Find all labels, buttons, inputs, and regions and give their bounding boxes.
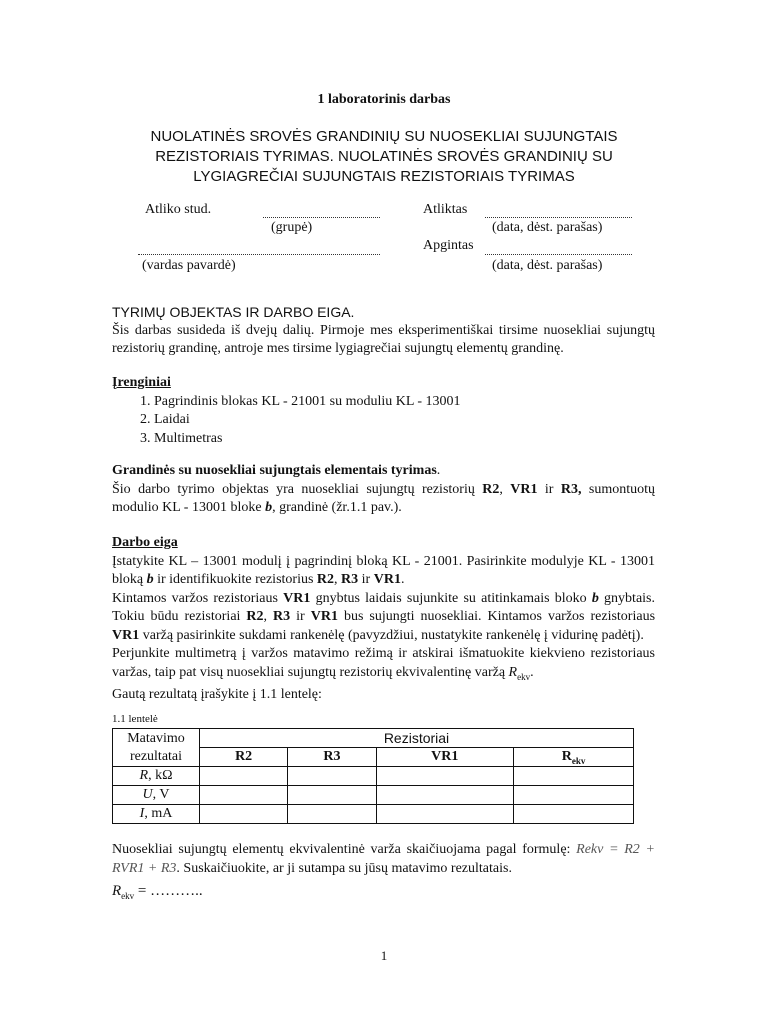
table-cell[interactable]: [288, 767, 376, 786]
document-title: [0, 127, 768, 187]
table-caption: 1.1 lentelė: [112, 713, 158, 725]
equipment-list: [112, 393, 655, 449]
title-line-2: REZISTORIAIS TYRIMAS. NUOLATINĖS SROVĖS GRANDINIŲ SU: [155, 148, 613, 165]
equipment-heading: Įrenginiai: [112, 375, 171, 390]
formula-equation: Rekv = R2 + RVR1 + R3: [112, 842, 655, 876]
equipment-item: 2. Laidai: [154, 411, 655, 430]
defended-label: Apgintas: [423, 238, 474, 253]
table-cell[interactable]: [514, 805, 634, 824]
name-line: [138, 254, 380, 255]
series-heading-line: Grandinės su nuosekliai sujungtais elementais tyrimas.: [112, 463, 441, 478]
table-row: [113, 786, 634, 805]
col-rekv: $R_{ekv}$: [514, 748, 634, 767]
row-label: U, V: [113, 786, 200, 805]
series-heading: Grandinės su nuosekliai sujungtais elementais tyrimas: [112, 463, 437, 478]
col-vr1: VR1: [376, 748, 514, 767]
table-head-resistors: Rezistoriai: [200, 729, 634, 748]
title-line-1: NUOLATINĖS SROVĖS GRANDINIŲ SU NUOSEKLIAI SUJUNGTAIS: [150, 128, 618, 145]
group-label: (grupė): [271, 220, 313, 235]
equipment-item: 1. Pagrindinis blokas KL - 21001 su moduliu KL - 13001: [154, 393, 655, 412]
student-label: Atliko stud.: [145, 202, 212, 217]
lab-number-title: 1 laboratorinis darbas: [317, 92, 451, 107]
done-sub-label: (data, dėst. parašas): [492, 220, 603, 235]
procedure-heading: Darbo eiga: [112, 535, 178, 550]
procedure-paragraph-2: Kintamos varžos rezistoriaus VR1 gnybtus laidais sujunkite su atitinkamais bloko b gnybtais. Tokiu būdu rezistoriai R2, R3 ir VR1 bus sujungti nuosekliai. Kintamos varžos rezistoriaus VR1 varžą pasirinkite sukdami rankenėlę (pavyzdžiui, nustatykite rankenėlę į vidurinę padėtį).: [112, 590, 656, 643]
table-cell[interactable]: [288, 805, 376, 824]
col-r3: R3: [288, 748, 376, 767]
defended-line: [485, 254, 632, 255]
done-line: [485, 217, 632, 218]
table-cell[interactable]: [376, 805, 514, 824]
table-head-measurement: Matavimo rezultatai: [113, 729, 200, 767]
equipment-section: [112, 374, 655, 448]
table-cell[interactable]: [200, 805, 288, 824]
name-label: (vardas pavardė): [142, 258, 236, 273]
procedure-paragraph-1: Įstatykite KL – 13001 modulį į pagrindinį bloką KL - 21001. Pasirinkite modulyje KL - 13001 bloką b ir identifikuokite rezistorius R2, R3 ir VR1.: [112, 553, 655, 587]
formula-text: Nuosekliai sujungtų elementų ekvivalentinė varža skaičiuojama pagal formulę: Rekv = R2 + RVR1 + R3. Suskaičiuokite, ar ji sutampa su jūsų matavimo rezultatais.: [112, 842, 655, 876]
table-cell[interactable]: [288, 786, 376, 805]
formula-section: [112, 841, 655, 906]
formula-result: $R_{ekv}$ = ………..: [112, 883, 203, 901]
row-label: I, mA: [113, 805, 200, 824]
series-section: [112, 462, 655, 518]
table-cell[interactable]: [376, 767, 514, 786]
defended-sub-label: (data, dėst. parašas): [492, 258, 603, 273]
procedure-section: [112, 534, 655, 704]
title-line-3: LYGIAGREČIAI SUJUNGTAIS REZISTORIAIS TYRIMAS: [193, 168, 575, 185]
row-label: R, kΩ: [113, 767, 200, 786]
done-label: Atliktas: [423, 202, 468, 217]
object-section: [112, 303, 655, 359]
table-header-row: [113, 729, 634, 748]
object-heading: TYRIMŲ OBJEKTAS IR DARBO EIGA.: [112, 304, 355, 320]
table-row: [113, 805, 634, 824]
procedure-paragraph-3: Perjunkite multimetrą į varžos matavimo režimą ir atskirai išmatuokite kiekvieno rezistoriaus varžas, taip pat visų nuosekliai sujungtų rezistorių ekvivalentinę varžą $R_{ekv}$.: [112, 646, 655, 682]
table-cell[interactable]: [376, 786, 514, 805]
series-text: Šio darbo tyrimo objektas yra nuosekliai sujungtų rezistorių R2, VR1 ir R3, sumontuotų modulio KL - 13001 bloke b, grandinė (žr.1.1 pav.).: [112, 481, 655, 515]
procedure-paragraph-4: Gautą rezultatą įrašykite į 1.1 lentelę:: [112, 686, 322, 702]
col-r2: R2: [200, 748, 288, 767]
table-cell[interactable]: [514, 767, 634, 786]
results-table: [112, 728, 634, 824]
page-number: 1: [380, 948, 388, 963]
table-cell[interactable]: [514, 786, 634, 805]
table-row: [113, 767, 634, 786]
group-line: [263, 217, 380, 218]
table-cell[interactable]: [200, 767, 288, 786]
object-text: Šis darbas susideda iš dvejų dalių. Pirmoje mes eksperimentiškai tirsime nuosekliai sujungtų rezistorių grandinę, antroje mes tirsime lygiagrečiai sujungtų elementų grandinę.: [112, 322, 655, 356]
equipment-item: 3. Multimetras: [154, 430, 655, 449]
table-cell[interactable]: [200, 786, 288, 805]
